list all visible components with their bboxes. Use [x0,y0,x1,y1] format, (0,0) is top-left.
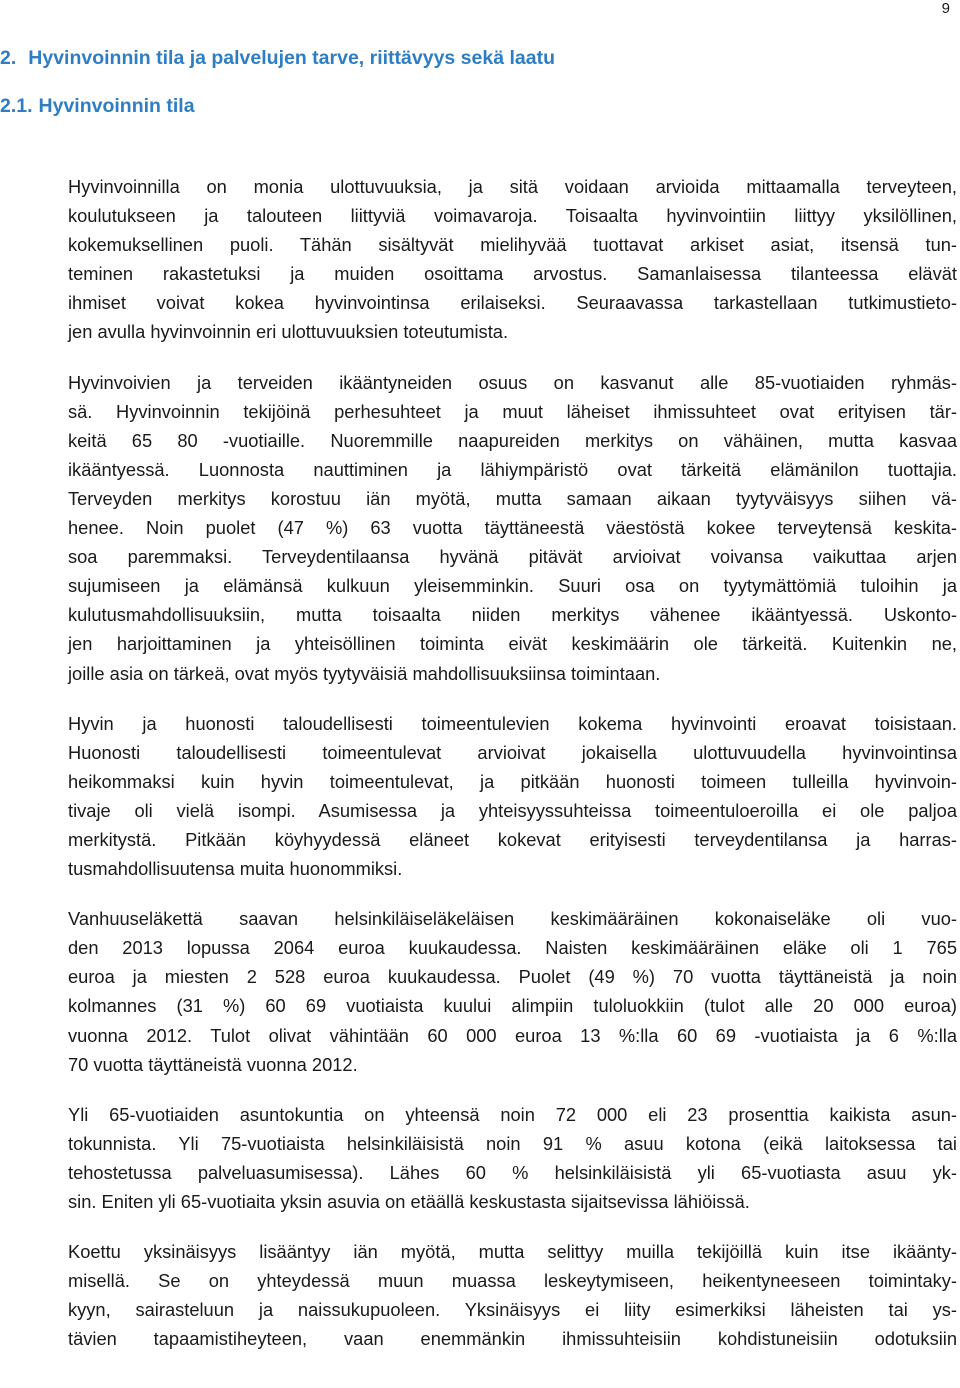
paragraph-line: koulutukseen ja talouteen liittyviä voimavaroja. Toisaalta hyvinvointiin liittyy yksilöllinen, [68,205,957,227]
paragraph-line: den 2013 lopussa 2064 euroa kuukaudessa. Naisten keskimääräinen eläke oli 1 765 [68,937,957,959]
paragraph-line: Hyvin ja huonosti taloudellisesti toimeentulevien kokema hyvinvointi eroavat toisistaan. [68,712,957,734]
section-heading [0,46,555,70]
paragraph-line: tehostetussa palveluasumisessa). Lähes 60 % helsinkiläisistä yli 65-vuotiasta asuu yk- [68,1161,957,1183]
paragraph-line: sin. Eniten yli 65-vuotiaita yksin asuvia on etäällä keskustasta sijaitsevissa lähiöissä. [68,1191,750,1212]
paragraph [68,172,957,347]
paragraph [68,1100,957,1216]
paragraph-line: ihmiset voivat kokea hyvinvointinsa erilaiseksi. Seuraavassa tarkastellaan tutkimustieto- [68,292,957,314]
paragraph [68,709,957,884]
paragraph-line: kyyn, sairasteluun ja naissukupuoleen. Yksinäisyys ei liity esimerkiksi läheisten tai ys- [68,1299,957,1321]
paragraph-line: kolmannes (31 %) 60 69 vuotiaista kuului alimpiin tuloluokkiin (tulot alle 20 000 euroa) [68,995,957,1017]
paragraph-line: sä. Hyvinvoinnin tekijöinä perhesuhteet ja muut läheiset ihmissuhteet ovat erityisen tär- [68,400,957,422]
paragraph-line: misellä. Se on yhteydessä muun muassa leskeytymiseen, heikentyneeseen toimintaky- [68,1270,957,1292]
paragraph-line: euroa ja miesten 2 528 euroa kuukaudessa. Puolet (49 %) 70 vuotta täyttäneistä ja noin [68,966,957,988]
paragraph-line: Terveyden merkitys korostuu iän myötä, mutta samaan aikaan tyytyväisyys siihen vä- [68,487,957,509]
paragraph [68,1237,957,1353]
paragraph-line: tivaje oli vielä isompi. Asumisessa ja yhteisyyssuhteissa toimeentuloeroilla ei ole paljoa [68,799,957,821]
paragraph-line: ikääntyessä. Luonnosta nauttiminen ja lähiympäristö ovat tärkeitä elämänilon tuottajia. [68,458,957,480]
paragraph-line: 70 vuotta täyttäneistä vuonna 2012. [68,1053,358,1075]
subsection-title: Hyvinvoinnin tila [38,95,195,117]
paragraph-line: jen avulla hyvinvoinnin eri ulottuvuuksien toteutumista. [68,321,509,343]
paragraph-line: Hyvinvoivien ja terveiden ikääntyneiden osuus on kasvanut alle 85-vuotiaiden ryhmäs- [68,371,957,393]
paragraph-line: henee. Noin puolet (47 %) 63 vuotta täyttäneestä väestöstä kokee terveytensä keskita- [68,517,957,539]
paragraph-line: kokemuksellinen puoli. Tähän sisältyvät mielihyvää tuottavat arkiset asiat, itsensä tun- [68,234,957,256]
subsection-heading [0,94,195,118]
paragraph-line: merkitystä. Pitkään köyhyydessä eläneet kokevat erityisesti terveydentilansa ja harras- [68,828,957,850]
section-number: 2. [0,47,17,69]
paragraph-line: Hyvinvoinnilla on monia ulottuvuuksia, ja sitä voidaan arvioida mittaamalla terveyteen, [68,176,957,197]
paragraph-line: soa paremmaksi. Terveydentilaansa hyvänä pitävät arvioivat voivansa vaikuttaa arjen [68,546,957,568]
paragraph-line: Koettu yksinäisyys lisääntyy iän myötä, mutta selittyy muilla tekijöillä kuin itse ikäänty- [68,1241,957,1263]
paragraph-line: tusmahdollisuutensa muita huonommiksi. [68,858,403,880]
paragraph-line: sujumiseen ja elämänsä kulkuun yleisemminkin. Suuri osa on tyytymättömiä tuloihin ja [68,575,957,597]
paragraph-line: joille asia on tärkeä, ovat myös tyytyväisiä mahdollisuuksiinsa toimintaan. [68,662,661,684]
paragraph-line: tokunnista. Yli 75-vuotiaista helsinkiläisistä noin 91 % asuu kotona (eikä laitoksessa tai [68,1132,957,1154]
paragraph-line: Yli 65-vuotiaiden asuntokuntia on yhteensä noin 72 000 eli 23 prosenttia kaikista asun- [68,1103,957,1125]
paragraph-line: Huonosti taloudellisesti toimeentulevat arvioivat jokaisella ulottuvuudella hyvinvointinsa [68,741,957,763]
subsection-number: 2.1. [0,95,33,117]
paragraph-line: teminen rakastetuksi ja muiden osoittama arvostus. Samanlaisessa tilanteessa elävät [68,263,957,285]
page-number: 9 [941,0,950,17]
section-title: Hyvinvoinnin tila ja palvelujen tarve, riittävyys sekä laatu [28,47,555,69]
paragraph-line: tävien tapaamistiheyteen, vaan enemmänkin ihmissuhteisiin kohdistuneisiin odotuksiin [68,1328,957,1350]
paragraph [68,368,957,688]
paragraph-line: heikommaksi kuin hyvin toimeentulevat, ja pitkään huonosti toimeen tulleilla hyvinvoin- [68,770,957,792]
paragraph-line: kulutusmahdollisuuksiin, mutta toisaalta niiden merkitys vähenee ikääntyessä. Uskonto- [68,604,957,626]
paragraph-line: Vanhuuseläkettä saavan helsinkiläiseläkeläisen keskimääräinen kokonaiseläke oli vuo- [68,908,957,930]
paragraph [68,904,957,1079]
paragraph-line: vuonna 2012. Tulot olivat vähintään 60 000 euroa 13 %:lla 60 69 -vuotiaista ja 6 %:lla [68,1024,957,1046]
body-text [68,172,957,1353]
paragraph-line: jen harjoittaminen ja yhteisöllinen toiminta eivät keskimäärin ole tärkeitä. Kuitenkin ne, [68,633,957,655]
paragraph-line: keitä 65 80 -vuotiaille. Nuoremmille naapureiden merkitys on vähäinen, mutta kasvaa [68,429,957,451]
